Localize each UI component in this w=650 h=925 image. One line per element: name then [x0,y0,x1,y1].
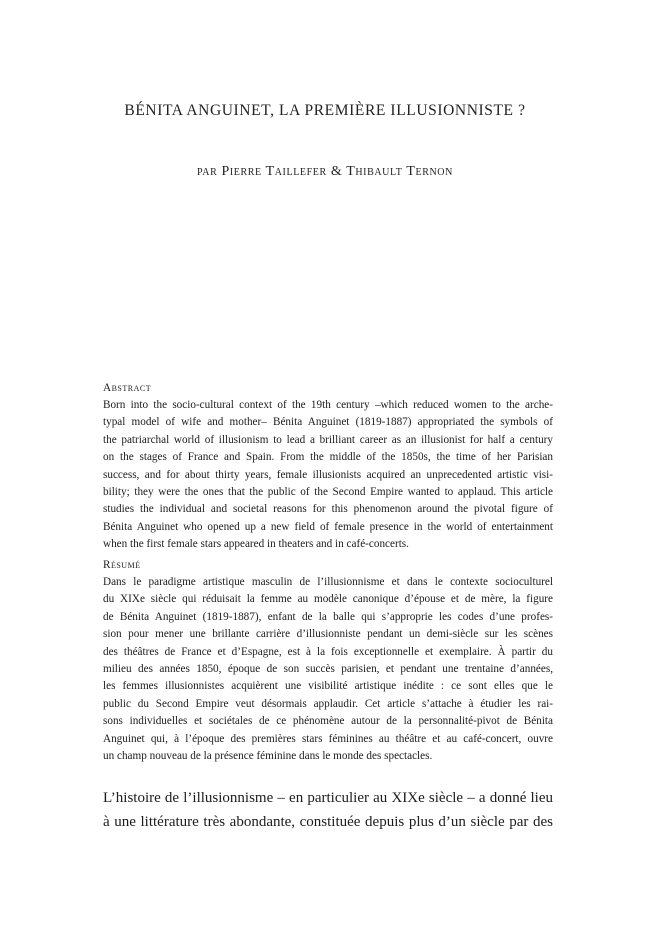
abstract-line: Born into the socio-cultural context of the 19th century –which reduced women to the arche- [103,399,553,411]
resume-line: des théâtres de France et d’Espagne, est à la fois exceptionnelle et exemplaire. À partir du [103,645,553,658]
resume-text [103,574,553,765]
resume-line: Dans le paradigme artistique masculin de l’illusionnisme et dans le contexte socioculturel [103,576,553,588]
article-authors: par Pierre Taillefer & Thibault Ternon [197,164,453,179]
resume-line: du XIXe siècle qui réduisait la femme au modèle canonique d’épouse et de mère, la figure [103,593,553,606]
resume-line: sons individuelles et sociétales de ce phénomène autour de la personnalité-pivot de Bénita [103,715,553,728]
resume-line: sion pour mener une brillante carrière d’illusionniste pendant un demi-siècle sur les scènes [103,628,553,641]
abstract-line: success, and for about thirty years, female illusionists acquired an unprecedented artistic visi- [103,468,553,481]
abstract-line: the patriarchal world of illusionism to lead a brilliant career as an illusionist for half a century [103,433,553,446]
abstract-line: bility; they were the ones that the public of the Second Empire wanted to applaud. This article [103,486,553,499]
body-paragraph [103,786,553,834]
resume-line: public du Second Empire veut désormais applaudir. Cet article s’attache à étudier les rai- [103,697,553,710]
abstract-line: on the stages of France and Spain. From the middle of the 1850s, the time of her Parisian [103,451,553,464]
abstract-line: typal model of wife and mother– Bénita Anguinet (1819-1887) appropriated the symbols of [103,416,553,429]
resume-line: les femmes illusionnistes acquièrent une visibilité artistique inédite : ce sont elles que le [103,680,553,693]
resume-line: milieu des années 1850, époque de son succès parisien, et pendant une trentaine d’années, [103,663,553,676]
resume-heading: Résumé [103,559,141,571]
resume-line: Anguinet qui, à l’époque des premières stars féminines au théâtre et au café-concert, ouvre [103,732,553,745]
abstract-text [103,397,553,554]
abstract-heading: Abstract [103,382,152,394]
body-line: à une littérature très abondante, constituée depuis plus d’un siècle par des [103,814,553,830]
abstract-line: when the first female stars appeared in theaters and in café-concerts. [103,538,409,551]
article-title: BÉNITA ANGUINET, LA PREMIÈRE ILLUSIONNISTE ? [124,102,526,119]
resume-line: de Bénita Anguinet (1819-1887), enfant de la balle qui s’approprie les codes d’une profes- [103,610,553,623]
body-line: L’histoire de l’illusionnisme – en particulier au XIXe siècle – a donné lieu [103,790,553,806]
resume-section [103,557,553,765]
abstract-line: Bénita Anguinet who opened up a new field of female presence in the world of entertainment [103,520,553,533]
abstract-line: studies the individual and societal reasons for this phenomenon around the pivotal figure of [103,503,553,516]
abstract-section [103,380,553,554]
resume-line: un champ nouveau de la présence féminine dans le monde des spectacles. [103,750,433,763]
